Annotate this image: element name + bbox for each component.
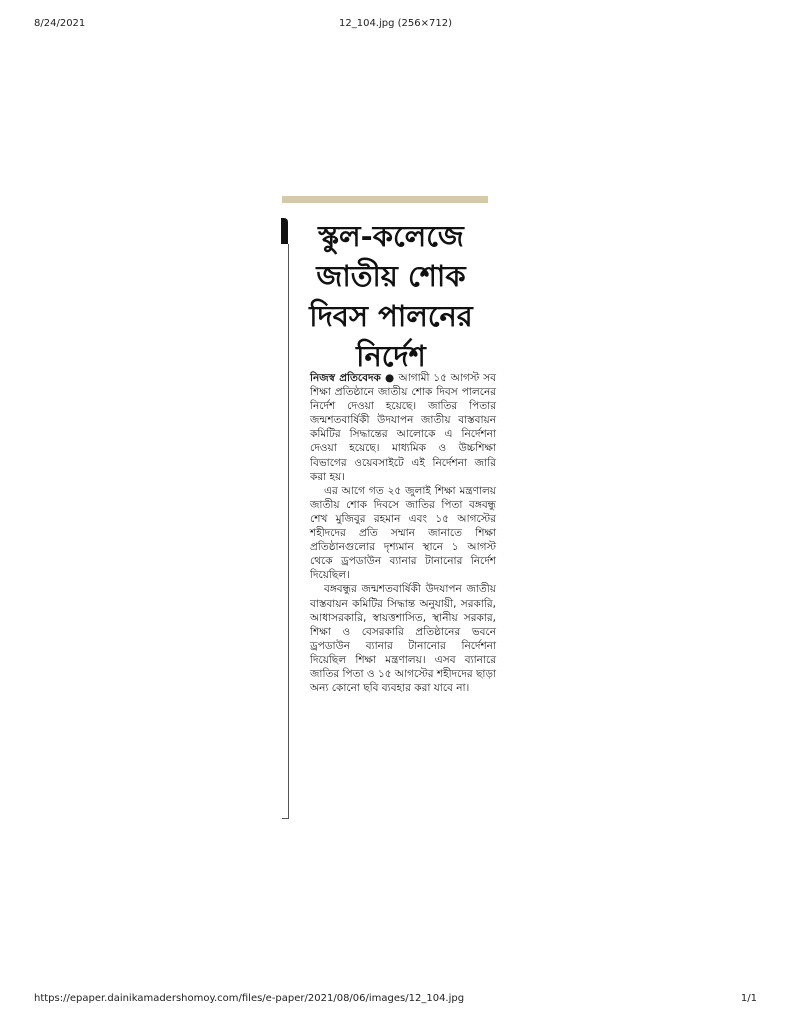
article-headline: স্কুল-কলেজে জাতীয় শোক দিবস পালনের নির্দেশ <box>309 219 473 373</box>
column-rule <box>288 244 289 819</box>
column-marker <box>281 218 288 244</box>
print-title: 12_104.jpg (256×712) <box>339 18 452 29</box>
print-url: https://epaper.dainikamadershomoy.com/files/e-paper/2021/08/06/images/12_104.jpg <box>34 993 465 1004</box>
article-paragraph: এর আগে গত ২৫ জুলাই শিক্ষা মন্ত্রণালয় জাতীয় শোক দিবসে জাতির পিতা বঙ্গবন্ধু শেখ মুজিবুর রহমান এবং ১৫ আগস্টের শহীদদের প্রতি সম্মান জানাতে শিক্ষা প্রতিষ্ঠানগুলোর দৃশ্যমান স্থানে ১ আগস্ট থেকে ড্রপডাউন ব্যানার টানানোর নির্দেশ দিয়েছিল। <box>310 484 496 582</box>
clipping-top-bar <box>282 196 488 203</box>
newspaper-clipping <box>280 196 496 826</box>
paragraph-text: আগামী ১৫ আগস্ট সব শিক্ষা প্রতিষ্ঠানে জাতীয় শোক দিবস পালনের নির্দেশ দেওয়া হয়েছে। জাতির পিতার জন্মশতবার্ষিকী উদযাপন জাতীয় বাস্তবায়ন কমিটির সিদ্ধান্তের আলোকে এ নির্দেশনা দেওয়া হয়েছে। মাধ্যমিক ও উচ্চশিক্ষা বিভাগের ওয়েবসাইটে এই নির্দেশনা জারি করা হয়। <box>310 372 496 483</box>
article-paragraph: বঙ্গবন্ধুর জন্মশতবার্ষিকী উদযাপন জাতীয় বাস্তবায়ন কমিটির সিদ্ধান্ত অনুযায়ী, সরকারি, আধাসরকারি, স্বায়ত্তশাসিত, স্থানীয় সরকার, শিক্ষা ও বেসরকারি প্রতিষ্ঠানের ভবনে ড্রপডাউন ব্যানার টানানোর নির্দেশনা দিয়েছিল শিক্ষা মন্ত্রণালয়। এসব ব্যানারে জাতির পিতা ও ১৫ আগস্টের শহীদদের ছাড়া অন্য কোনো ছবি ব্যবহার করা যাবে না। <box>310 583 496 695</box>
print-date: 8/24/2021 <box>34 18 86 29</box>
column-rule-end <box>282 818 289 819</box>
print-page-number: 1/1 <box>740 993 757 1004</box>
article-body <box>310 371 496 695</box>
article-paragraph <box>310 371 496 484</box>
article-byline: নিজস্ব প্রতিবেদক ● <box>310 372 395 384</box>
